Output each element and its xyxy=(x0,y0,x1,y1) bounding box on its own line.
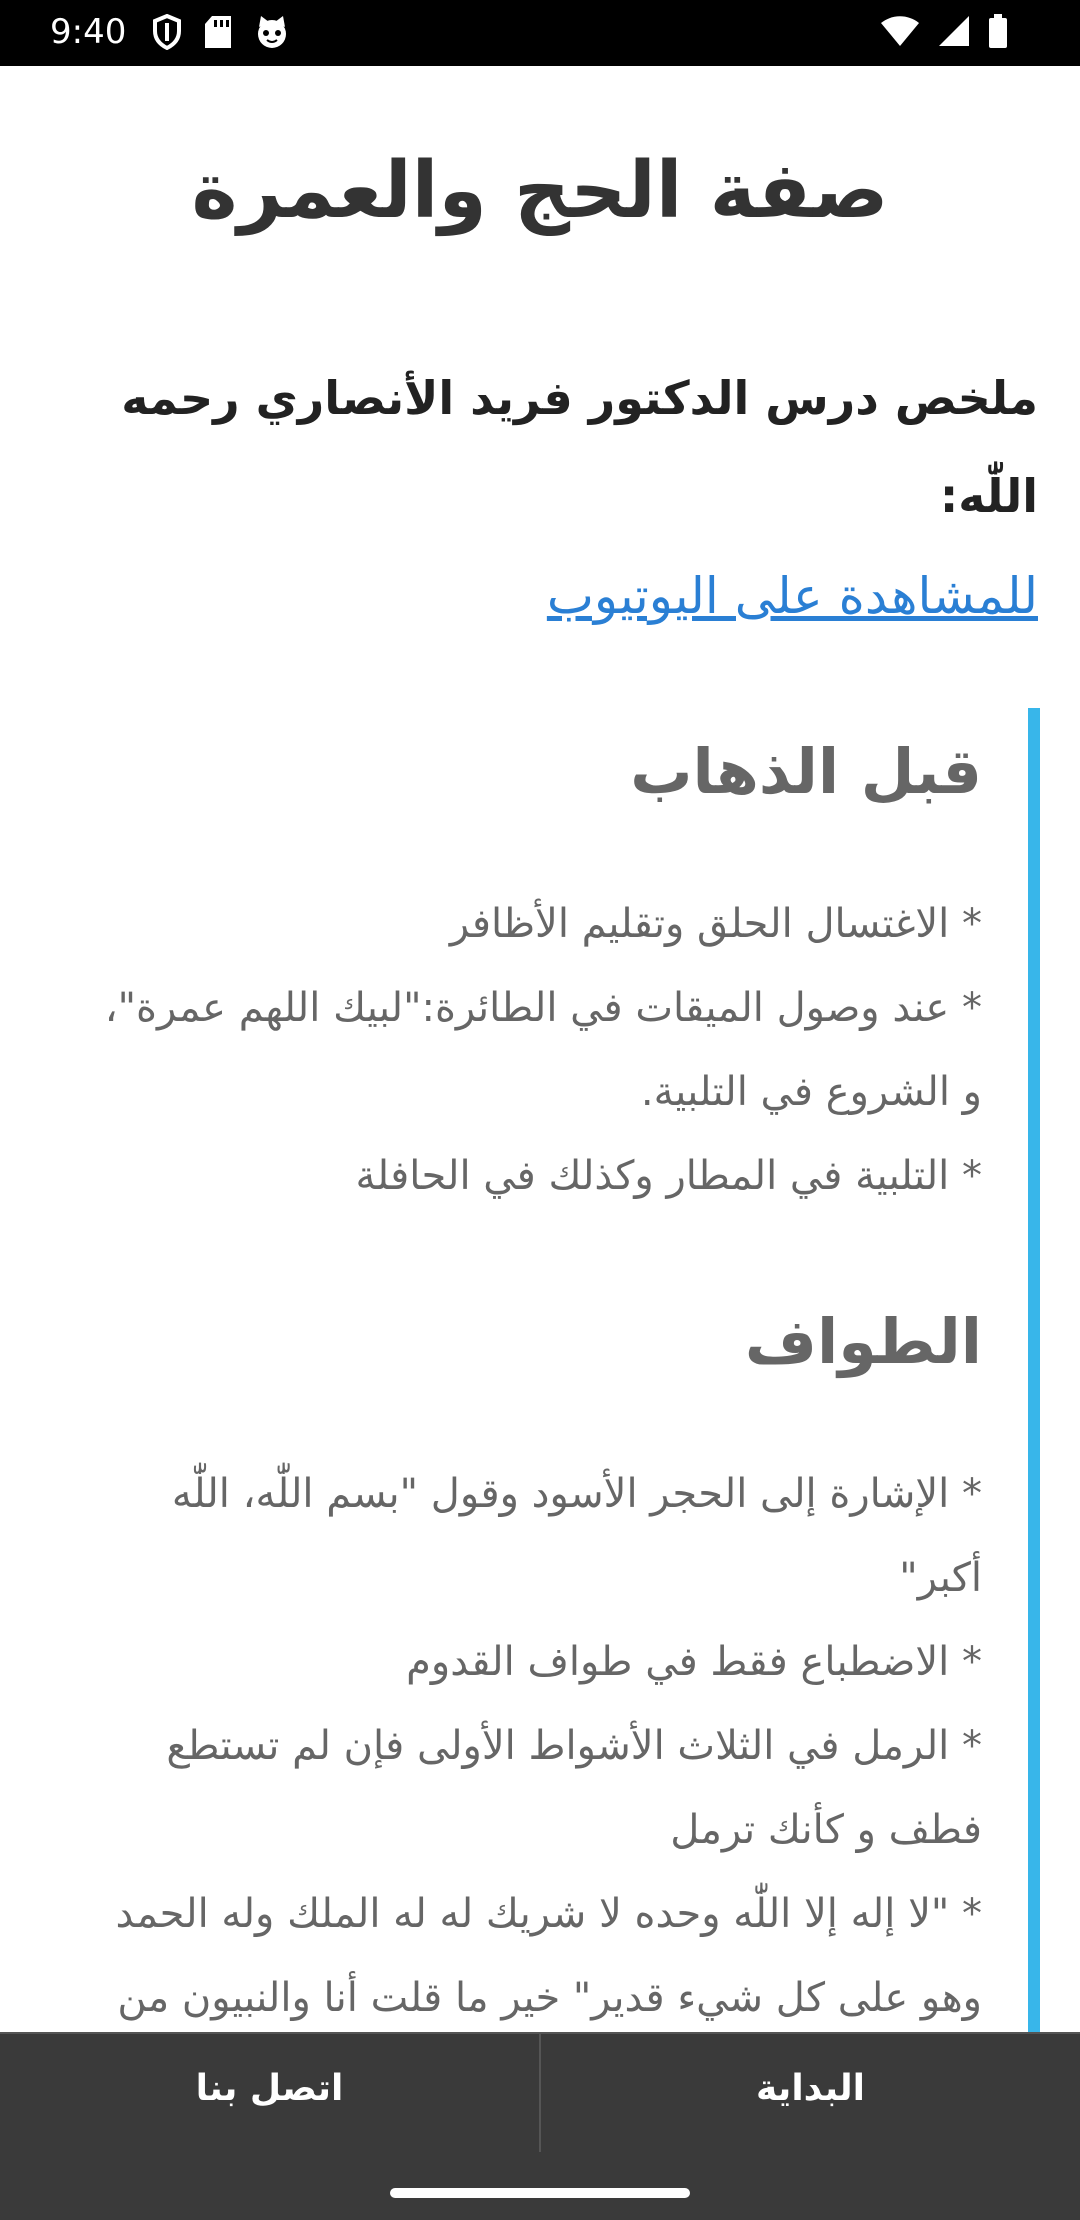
gesture-handle[interactable] xyxy=(390,2188,690,2198)
section-before-leaving xyxy=(22,722,982,1218)
battery-icon xyxy=(988,14,1008,52)
gesture-area xyxy=(0,2152,1080,2220)
section-line: * "لا إله إلا اللّٰه وحده لا شريك له له الملك وله الحمد xyxy=(115,1891,982,1937)
section-tawaf xyxy=(22,1292,982,2032)
section-line: * الاغتسال الحلق وتقليم الأظافر xyxy=(449,901,982,947)
lesson-summary: ملخص درس الدكتور فريد الأنصاري رحمه اللّٰه: xyxy=(121,371,1038,523)
youtube-link[interactable]: للمشاهدة على اليوتيوب xyxy=(546,567,1038,625)
section-line: * عند وصول الميقات في الطائرة:"لبيك اللهم عمرة"، xyxy=(104,985,982,1031)
shield-icon xyxy=(152,14,182,54)
section-heading: الطواف xyxy=(744,1305,982,1378)
section-line: * الاضطباع فقط في طواف القدوم xyxy=(406,1639,982,1685)
section-accent-bar xyxy=(1028,708,1040,2032)
wifi-icon xyxy=(880,15,920,51)
home-button[interactable]: البداية xyxy=(755,2068,866,2109)
status-left-icons xyxy=(152,14,290,54)
sd-card-icon xyxy=(204,15,232,53)
contact-us-button[interactable]: اتصل بنا xyxy=(195,2068,344,2109)
section-line: * الرمل في الثلاث الأشواط الأولى فإن لم تستطع xyxy=(166,1723,982,1769)
section-lines xyxy=(22,1452,982,2032)
section-heading: قبل الذهاب xyxy=(630,735,982,808)
status-bar xyxy=(0,0,1080,66)
section-line: * الإشارة إلى الحجر الأسود وقول "بسم اللّٰه، اللّٰه xyxy=(171,1471,982,1517)
section-lines xyxy=(22,882,982,1218)
section-line: و الشروع في التلبية. xyxy=(640,1069,982,1115)
section-line: وهو على كل شيء قدير" خير ما قلت أنا والنبيون من xyxy=(117,1975,982,2021)
section-line: * التلبية في المطار وكذلك في الحافلة xyxy=(355,1153,982,1199)
signal-icon xyxy=(938,15,970,51)
content-area[interactable] xyxy=(0,66,1080,2032)
status-time: 9:40 xyxy=(50,12,127,52)
page-title: صفة الحج والعمرة xyxy=(191,146,889,236)
section-line: فطف و كأنك ترمل xyxy=(670,1807,982,1853)
bottom-nav xyxy=(0,2032,1080,2154)
status-right-icons xyxy=(880,14,1008,52)
cat-icon xyxy=(254,15,290,53)
section-line: أكبر" xyxy=(899,1555,982,1601)
